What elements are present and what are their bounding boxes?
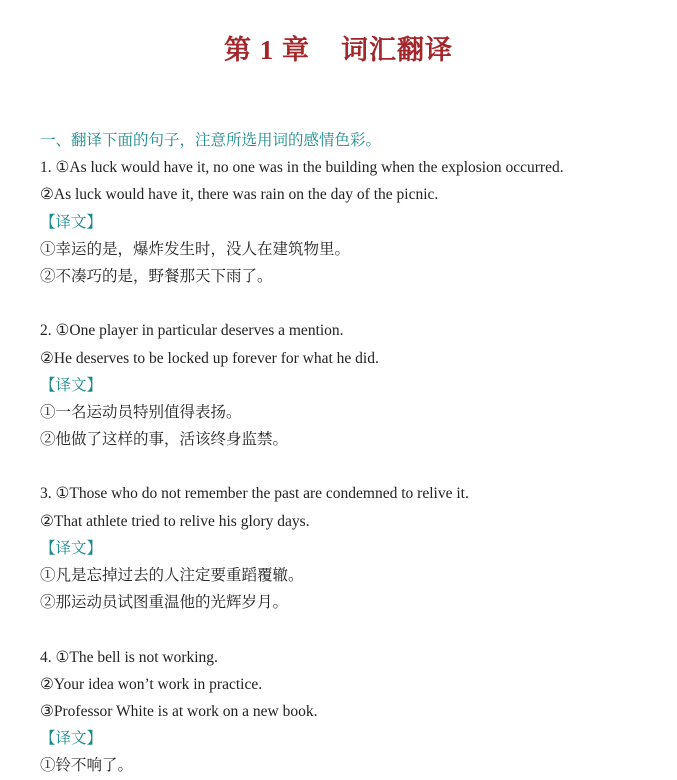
sentence: 2. ①One player in particular deserves a mention. xyxy=(40,322,344,340)
translation: ①一名运动员特别值得表扬。 xyxy=(40,403,242,421)
section-heading: 一、翻译下面的句子，注意所选用词的感情色彩。 xyxy=(40,132,382,149)
sentence: ②As luck would have it, there was rain on the day of the picnic. xyxy=(40,186,439,204)
translation-label: 【译文】 xyxy=(40,213,103,231)
translation: ②那运动员试图重温他的光辉岁月。 xyxy=(40,594,289,612)
document-body xyxy=(40,127,670,780)
translation: ①凡是忘掉过去的人注定要重蹈覆辙。 xyxy=(40,567,304,584)
sentence: ②Your idea won’t work in practice. xyxy=(40,675,263,693)
exercise-item xyxy=(40,154,670,290)
sentence: ②He deserves to be locked up forever for what he did. xyxy=(40,349,379,367)
sentence: ②That athlete tried to relive his glory days. xyxy=(40,512,310,530)
exercise-item xyxy=(40,644,670,780)
translation-label: 【译文】 xyxy=(40,539,103,557)
sentence: ③Professor White is at work on a new book. xyxy=(40,702,318,720)
translation: ①铃不响了。 xyxy=(40,757,134,775)
translation: ②不凑巧的是，野餐那天下雨了。 xyxy=(40,267,273,285)
translation-label: 【译文】 xyxy=(40,730,103,748)
translation-label: 【译文】 xyxy=(40,376,103,394)
chapter-title: 第 1 章 词汇翻译 xyxy=(224,35,453,65)
exercise-item xyxy=(40,480,670,616)
exercise-item xyxy=(40,317,670,453)
sentence: 4. ①The bell is not working. xyxy=(40,648,218,666)
translation: ①幸运的是，爆炸发生时，没人在建筑物里。 xyxy=(40,240,351,258)
sentence: 1. ①As luck would have it, no one was in the building when the explosion occurred. xyxy=(40,159,564,177)
sentence: 3. ①Those who do not remember the past are condemned to relive it. xyxy=(40,485,469,503)
translation: ②他做了这样的事，活该终身监禁。 xyxy=(40,431,289,449)
